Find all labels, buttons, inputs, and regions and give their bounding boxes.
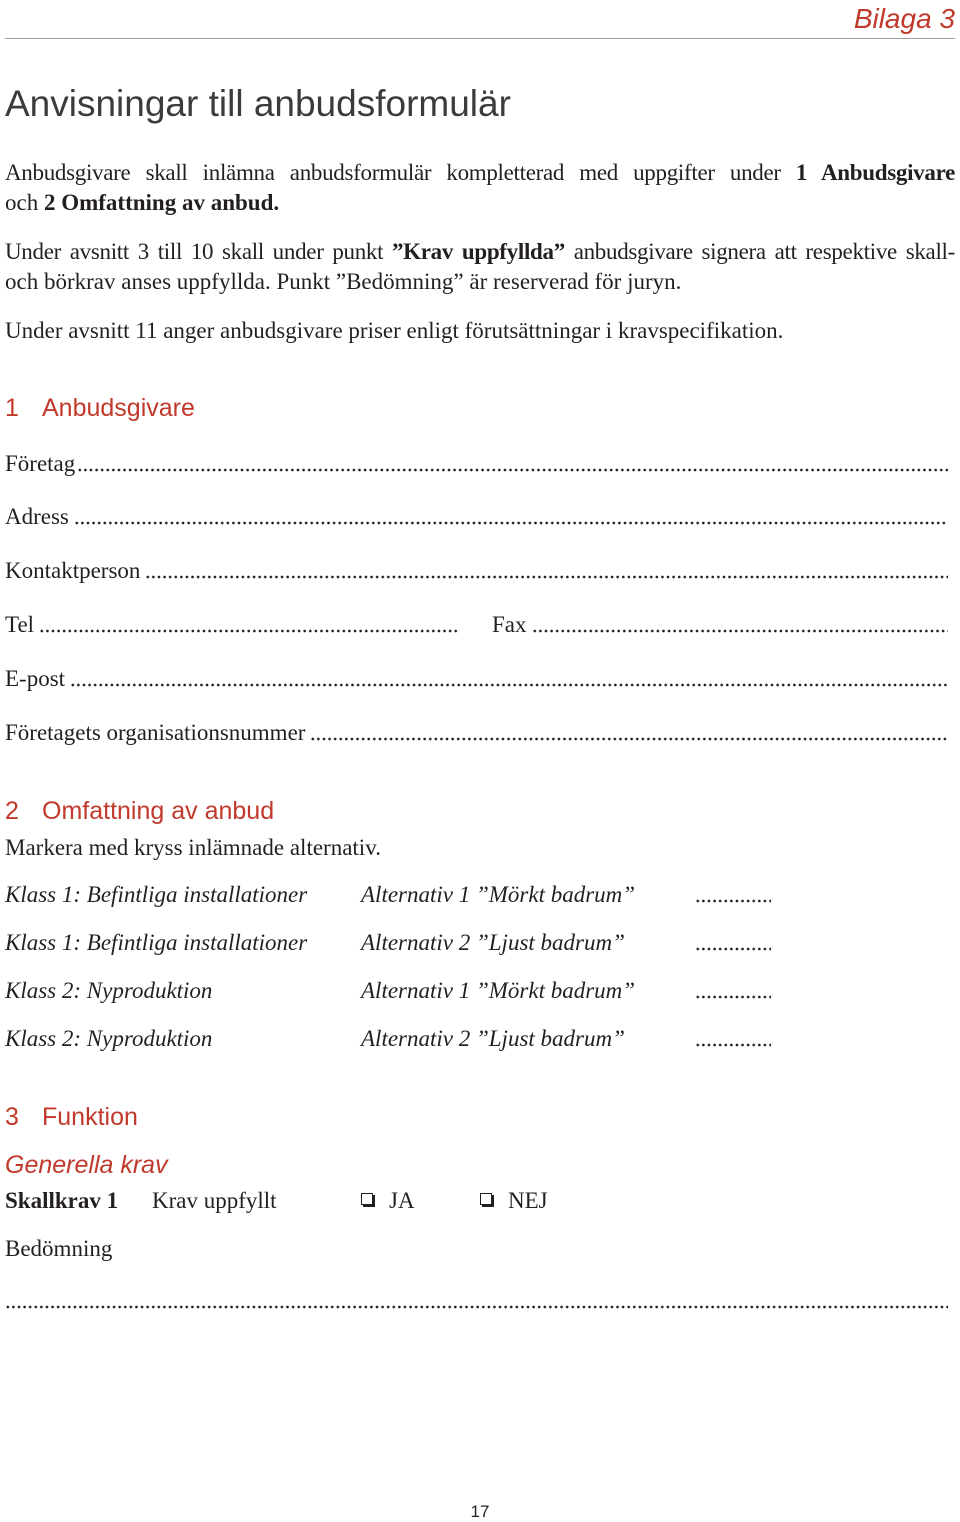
subsection-heading: Generella krav — [5, 1151, 168, 1179]
paragraph-text: Under avsnitt 11 anger anbudsgivare priser enligt förutsättningar i kravspecifikation. — [5, 318, 784, 343]
paragraph-text: anbudsgivare signera att respektive skall- — [573, 239, 955, 264]
section-number: 1 — [5, 394, 19, 422]
no-label: NEJ — [508, 1188, 548, 1213]
option-mark-blank[interactable] — [695, 1024, 771, 1054]
paragraph-line — [5, 316, 955, 346]
company-field — [5, 449, 948, 479]
paragraph-line — [5, 267, 955, 297]
option-class: Klass 2: Nyproduktion — [5, 978, 213, 1003]
scope-option-row — [5, 1024, 775, 1054]
page-number: 17 — [470, 1502, 490, 1521]
scope-option-row — [5, 880, 775, 910]
header-divider — [5, 38, 955, 39]
section-heading-function — [5, 1101, 138, 1133]
page-title: Anvisningar till anbudsformulär — [5, 83, 511, 124]
paragraph-line — [5, 188, 955, 218]
requirement-yes-option[interactable] — [361, 1186, 451, 1216]
scope-instruction: Markera med kryss inlämnade alternativ. — [5, 835, 381, 860]
email-label: E-post — [5, 666, 66, 691]
section-title: Funktion — [42, 1103, 138, 1131]
org-number-field — [5, 718, 948, 748]
org-number-blank[interactable] — [310, 718, 948, 748]
assessment-label: Bedömning — [5, 1236, 113, 1261]
attachment-label: Bilaga 3 — [853, 3, 955, 34]
option-alternative: Alternativ 1 ”Mörkt badrum” — [361, 978, 636, 1003]
paragraph-line — [5, 237, 955, 267]
section-number: 2 — [5, 797, 19, 825]
section-heading-bidder — [5, 392, 195, 424]
option-mark-blank[interactable] — [695, 880, 771, 910]
option-alternative: Alternativ 2 ”Ljust badrum” — [361, 1026, 625, 1051]
option-mark-blank[interactable] — [695, 928, 771, 958]
option-alternative: Alternativ 2 ”Ljust badrum” — [361, 930, 625, 955]
paragraph-text: Under avsnitt 3 till 10 skall under punkt — [5, 239, 384, 264]
scope-option-row — [5, 976, 775, 1006]
email-blank[interactable] — [70, 664, 948, 694]
contact-person-field — [5, 556, 948, 586]
option-mark-blank[interactable] — [695, 976, 771, 1006]
address-blank[interactable] — [74, 502, 948, 532]
section-number: 3 — [5, 1103, 19, 1131]
address-field — [5, 502, 948, 532]
phone-label: Tel — [5, 612, 35, 637]
checkbox-icon[interactable] — [480, 1193, 492, 1205]
requirement-no-option[interactable] — [480, 1186, 570, 1216]
assessment-blank[interactable] — [5, 1286, 948, 1316]
instruction-paragraph-3 — [5, 316, 955, 346]
org-number-label: Företagets organisationsnummer — [5, 720, 306, 745]
option-class: Klass 2: Nyproduktion — [5, 1026, 213, 1051]
instruction-paragraph-2 — [5, 237, 955, 297]
company-blank[interactable] — [77, 449, 948, 479]
address-label: Adress — [5, 504, 69, 529]
section-heading-scope — [5, 795, 274, 827]
option-class: Klass 1: Befintliga installationer — [5, 882, 308, 907]
option-alternative: Alternativ 1 ”Mörkt badrum” — [361, 882, 636, 907]
field-reference: ”Krav uppfyllda” — [391, 239, 565, 264]
checkbox-icon[interactable] — [361, 1193, 373, 1205]
company-label: Företag — [5, 451, 76, 476]
fax-label: Fax — [492, 612, 527, 637]
section-reference: 1 Anbudsgivare — [795, 160, 955, 185]
phone-field — [5, 610, 460, 640]
scope-option-row — [5, 928, 775, 958]
option-class: Klass 1: Befintliga installationer — [5, 930, 308, 955]
requirement-label: Skallkrav 1 — [5, 1188, 119, 1213]
instruction-paragraph-1 — [5, 158, 955, 218]
yes-label: JA — [389, 1188, 415, 1213]
phone-blank[interactable] — [39, 610, 460, 640]
requirement-row — [5, 1186, 605, 1216]
email-field — [5, 664, 948, 694]
paragraph-line — [5, 158, 955, 188]
paragraph-text: och börkrav anses uppfyllda. Punkt ”Bedömning” är reserverad för juryn. — [5, 269, 682, 294]
contact-person-label: Kontaktperson — [5, 558, 141, 583]
section-reference: 2 Omfattning av anbud. — [43, 190, 280, 215]
fax-blank[interactable] — [532, 610, 949, 640]
contact-person-blank[interactable] — [145, 556, 948, 586]
fax-field — [492, 610, 948, 640]
requirement-status-label: Krav uppfyllt — [152, 1188, 277, 1213]
section-title: Omfattning av anbud — [42, 797, 275, 825]
paragraph-text: Anbudsgivare skall inlämna anbudsformulär kompletterad med uppgifter under — [5, 160, 781, 185]
section-title: Anbudsgivare — [42, 394, 195, 422]
paragraph-text: och — [5, 190, 39, 215]
